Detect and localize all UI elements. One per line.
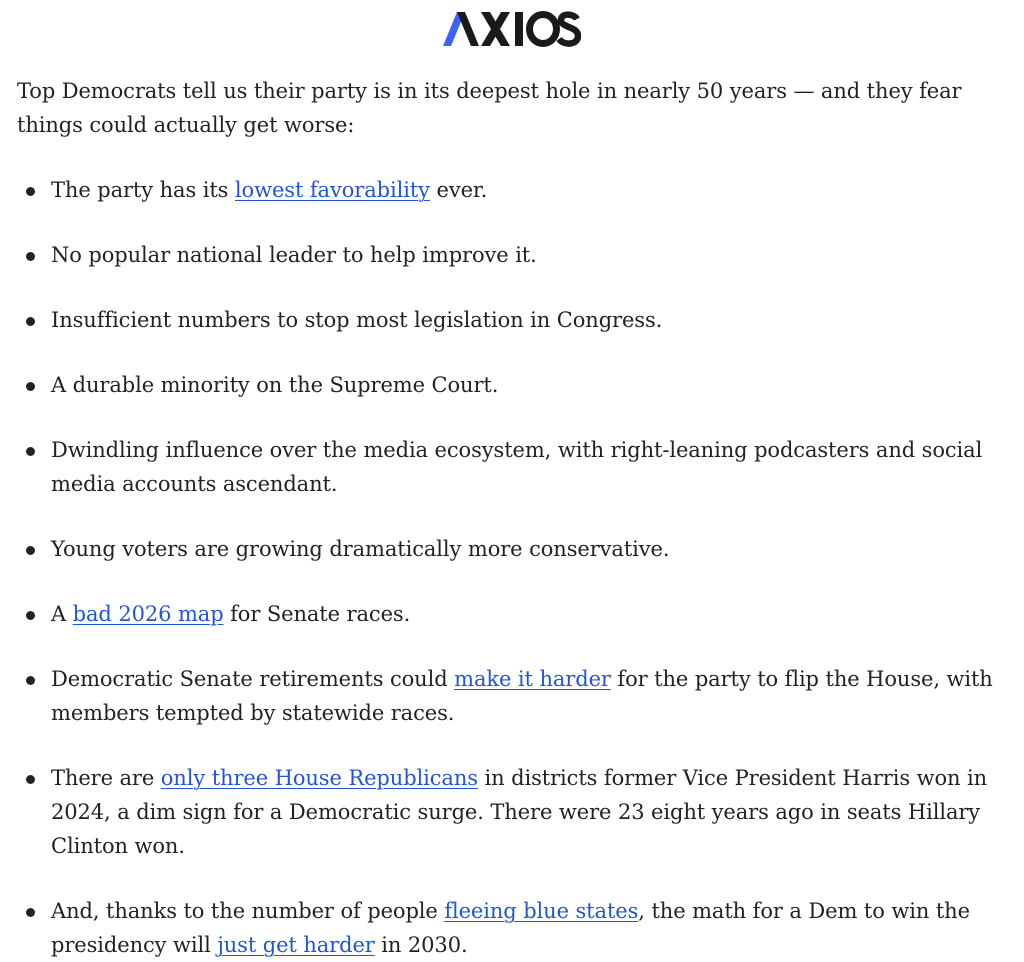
bullet-icon: [26, 317, 35, 326]
link-just-get-harder[interactable]: just get harder: [217, 933, 375, 957]
list-item: Insufficient numbers to stop most legislation in Congress.: [17, 303, 1017, 337]
list-item: No popular national leader to help improve it.: [17, 238, 1017, 272]
link-lowest-favorability[interactable]: lowest favorability: [234, 178, 430, 202]
article-body: [17, 74, 1017, 962]
intro-paragraph: Top Democrats tell us their party is in its deepest hole in nearly 50 years — and they fear things could actually get worse:: [17, 79, 962, 137]
list-item: A bad 2026 map for Senate races.: [17, 597, 1017, 631]
axios-logo[interactable]: [443, 9, 581, 49]
bullet-icon: [26, 546, 35, 555]
list-item: Dwindling influence over the media ecosystem, with right-leaning podcasters and social media accounts ascendant.: [17, 433, 1017, 501]
link-bad-2026-map[interactable]: bad 2026 map: [72, 602, 224, 626]
header: [0, 8, 1024, 50]
bullet-icon: [26, 252, 35, 261]
bullet-icon: [26, 775, 35, 784]
link-only-three-house-republicans[interactable]: only three House Republicans: [160, 766, 478, 790]
bullet-icon: [26, 676, 35, 685]
bullet-icon: [26, 382, 35, 391]
link-make-it-harder[interactable]: make it harder: [454, 667, 611, 691]
list-item: Democratic Senate retirements could make it harder for the party to flip the House, with members tempted by statewide races.: [17, 662, 1017, 730]
bullet-icon: [26, 908, 35, 917]
list-item: And, thanks to the number of people fleeing blue states, the math for a Dem to win the presidency will just get harder in 2030.: [17, 894, 1017, 962]
list-item: Young voters are growing dramatically more conservative.: [17, 532, 1017, 566]
link-fleeing-blue-states[interactable]: fleeing blue states: [444, 899, 639, 923]
bullet-icon: [26, 187, 35, 196]
list-item: The party has its lowest favorability ever.: [17, 173, 1017, 207]
axios-logo-icon: [443, 10, 581, 48]
bullet-icon: [26, 447, 35, 456]
list-item: A durable minority on the Supreme Court.: [17, 368, 1017, 402]
bullet-icon: [26, 611, 35, 620]
list-item: There are only three House Republicans in districts former Vice President Harris won in 2024, a dim sign for a Democratic surge. There were 23 eight years ago in seats Hillary Clinton won.: [17, 761, 1017, 863]
bullet-list: [17, 173, 1017, 962]
